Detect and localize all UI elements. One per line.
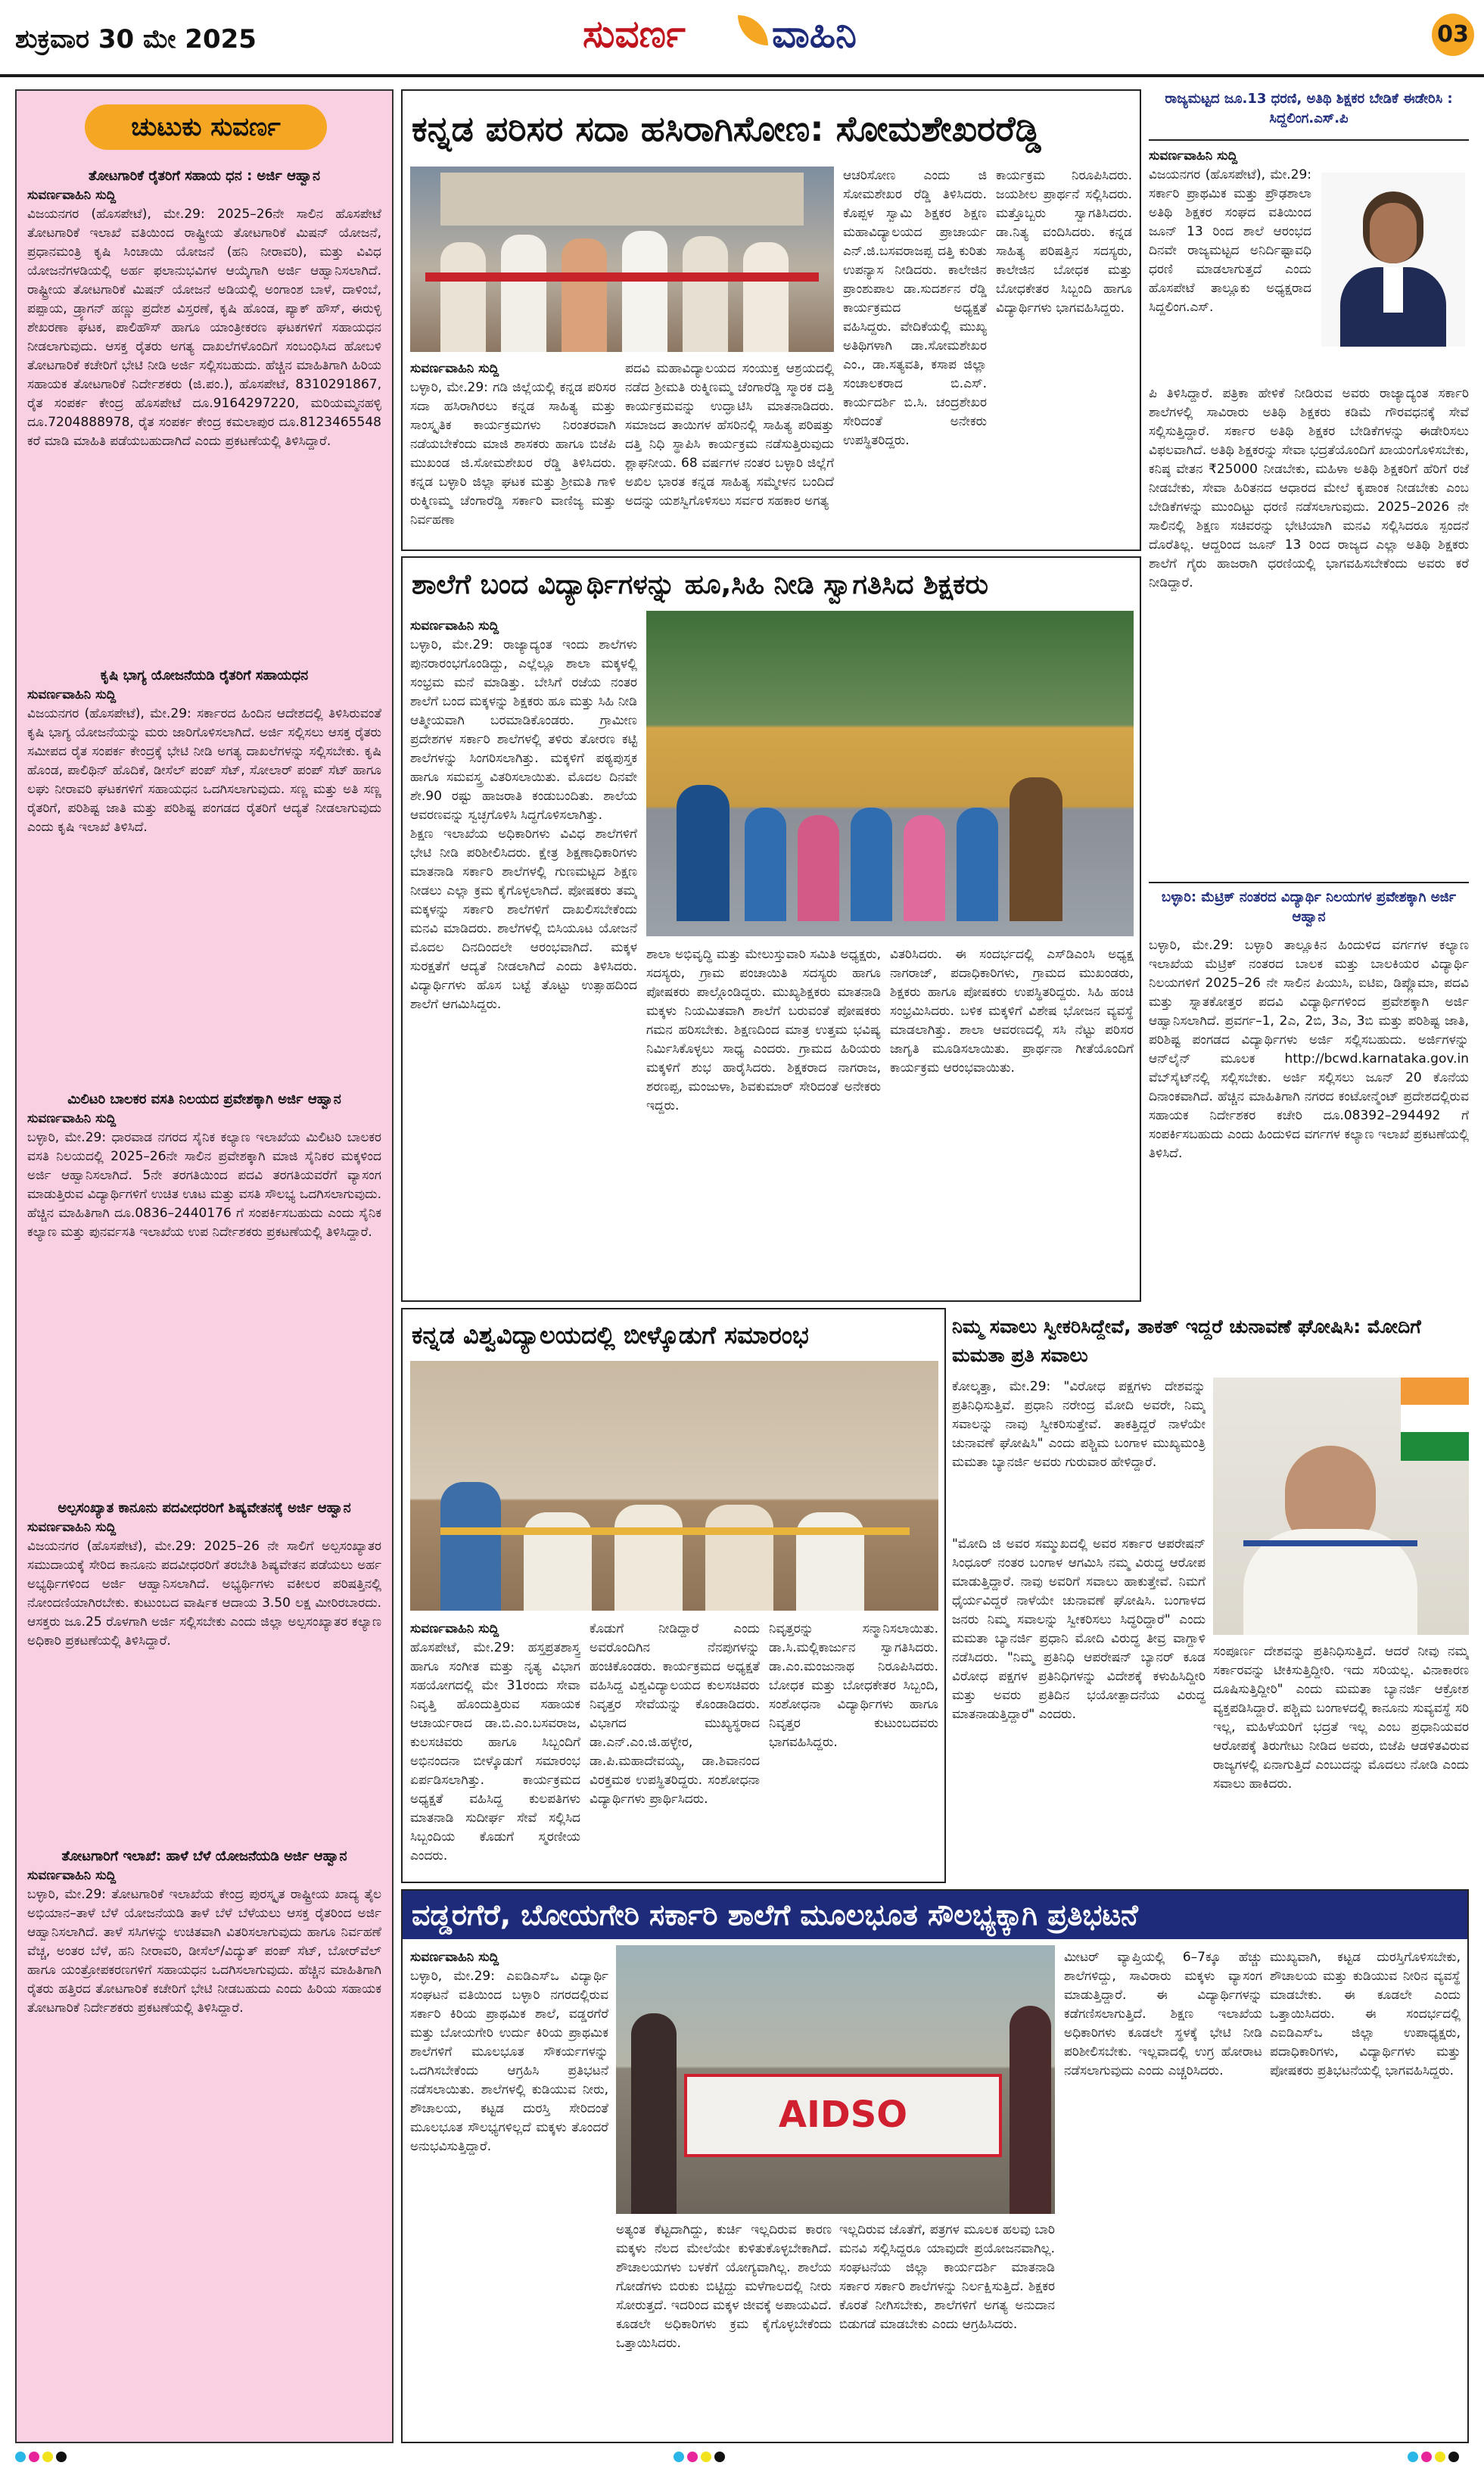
masthead-date: ಶುಕ್ರವಾರ 30 ಮೇ 2025 — [15, 24, 257, 54]
gt-body-2: ಪಿ ತಿಳಿಸಿದ್ದಾರೆ. ಪತ್ರಿಕಾ ಹೇಳಿಕೆ ನೀಡಿರುವ ಅವರು ರಾಜ್ಯಾದ್ಯಂತ ಸರ್ಕಾರಿ ಶಾಲೆಗಳಲ್ಲಿ ಸಾವಿರಾರು ಅತಿಥಿ ಶಿಕ್ಷಕರು ಕಡಿಮೆ ಗೌರವಧನಕ್ಕೆ ಸೇವೆ ಸಲ್ಲಿಸುತ್ತಿದ್ದಾರೆ. ಸರ್ಕಾರ ಅತಿಥಿ ಶಿಕ್ಷಕರ ಬೇಡಿಕೆಗಳನ್ನು ಈಡೇರಿಸಲು ವಿಫಲವಾಗಿದೆ. ಅತಿಥಿ ಶಿಕ್ಷಕರನ್ನು ಸೇವಾ ಭದ್ರತೆಯೊಂದಿಗೆ ಖಾಯಂಗೊಳಿಸಬೇಕು, ಕನಿಷ್ಠ ವೇತನ ₹25000 ನೀಡಬೇಕು, ಮಹಿಳಾ ಅತಿಥಿ ಶಿಕ್ಷಕರಿಗೆ ಹೆರಿಗೆ ರಜೆ ನೀಡಬೇಕು, ಸೇವಾ ಹಿರಿತನದ ಆಧಾರದ ಮೇಲೆ ಕೃಪಾಂಕ ನೀಡಬೇಕು ಎಂಬ ಬೇಡಿಕೆಗಳನ್ನು ಮುಂದಿಟ್ಟು ಧರಣಿ ನಡೆಸಲಾಗುವುದು. 2025–2026 ನೇ ಸಾಲಿನಲ್ಲಿ ಶಿಕ್ಷಣ ಸಚಿವರನ್ನು ಭೇಟಿಯಾಗಿ ಮನವಿ ಸಲ್ಲಿಸಿದರೂ ಸ್ಪಂದನೆ ದೊರೆತಿಲ್ಲ. ಆದ್ದರಿಂದ ಜೂನ್ 13 ರಿಂದ ರಾಜ್ಯದ ಎಲ್ಲಾ ಅತಿಥಿ ಶಿಕ್ಷಕರು ಶಾಲೆಗೆ ಗೈರು ಹಾಜರಾಗಿ ಧರಣಿಯಲ್ಲಿ ಭಾಗವಹಿಸಬೇಕೆಂದು ಅವರು ಕರೆ ನೀಡಿದ್ದಾರೆ. — [1149, 386, 1469, 590]
gt-divider — [1149, 139, 1469, 141]
protest-col-1 — [410, 1948, 608, 2436]
person-group — [425, 219, 819, 352]
sidebar-title: ಚುಟುಕು ಸುವರ್ಣ — [131, 112, 281, 142]
protest-col-4: ಮೀಟರ್ ವ್ಯಾಪ್ತಿಯಲ್ಲಿ 6–7ಕ್ಕೂ ಹೆಚ್ಚು ಶಾಲೆಗಳಿದ್ದು, ಸಾವಿರಾರು ಮಕ್ಕಳು ವ್ಯಾಸಂಗ ಮಾಡುತ್ತಿದ್ದಾರೆ. ಈ ವಿದ್ಯಾರ್ಥಿಗಳನ್ನು ಕಡೆಗಣಿಸಲಾಗುತ್ತಿದೆ. ಶಿಕ್ಷಣ ಇಲಾಖೆಯ ಅಧಿಕಾರಿಗಳು ಕೂಡಲೇ ಸ್ಥಳಕ್ಕೆ ಭೇಟಿ ನೀಡಿ ಪರಿಶೀಲಿಸಬೇಕು. ಇಲ್ಲವಾದಲ್ಲಿ ಉಗ್ರ ಹೋರಾಟ ನಡೆಸಲಾಗುವುದು ಎಂದು ಎಚ್ಚರಿಸಿದರು. — [1064, 1950, 1262, 2078]
sidebar-item-body: ವಿಜಯನಗರ (ಹೊಸಪೇಟೆ), ಮೇ.29: ಸರ್ಕಾರದ ಹಿಂದಿನ ಆದೇಶದಲ್ಲಿ ತಿಳಿಸಿರುವಂತೆ ಕೃಷಿ ಭಾಗ್ಯ ಯೋಜನೆಯನ್ನು ಮರು ಜಾರಿಗೊಳಿಸಲಾಗಿದೆ. ಅರ್ಜಿ ಸಲ್ಲಿಸಲು ಆಸಕ್ತ ರೈತರು ಸಮೀಪದ ರೈತ ಸಂಪರ್ಕ ಕೇಂದ್ರಕ್ಕೆ ಭೇಟಿ ನೀಡಿ ಅಗತ್ಯ ದಾಖಲೆಗಳನ್ನು ಸಲ್ಲಿಸಬೇಕು. ಕೃಷಿ ಹೊಂಡ, ಪಾಲಿಥಿನ್ ಹೊದಿಕೆ, ಡೀಸೆಲ್ ಪಂಪ್ ಸೆಟ್, ಸೋಲಾರ್ ಪಂಪ್ ಸೆಟ್ ಹಾಗೂ ಲಘು ನೀರಾವರಿ ಘಟಕಗಳಿಗೆ ಸಹಾಯಧನ ಒದಗಿಸಲಾಗುವುದು. ಸಣ್ಣ ಮತ್ತು ಅತಿ ಸಣ್ಣ ರೈತರಿಗೆ, ಪರಿಶಿಷ್ಟ ಜಾತಿ ಮತ್ತು ಪರಿಶಿಷ್ಟ ಪಂಗಡದ ರೈತರಿಗೆ ಆದ್ಯತೆ ನೀಡಲಾಗುವುದು ಎಂದು ಕೃಷಿ ಇಲಾಖೆ ತಿಳಿಸಿದೆ. — [27, 706, 381, 835]
lead-col-3: ಆಚರಿಸೋಣ ಎಂದು ಜಿ ಸೋಮಶೇಖರ ರೆಡ್ಡಿ ತಿಳಿಸಿದರು. ಕೊಪ್ಪಳ ಸ್ವಾಮಿ ಶಿಕ್ಷಕರ ಶಿಕ್ಷಣ ಮಹಾವಿದ್ಯಾಲಯದ ಪ್ರಾಚಾರ್ಯ ಎನ್.ಜಿ.ಬಸವರಾಜಪ್ಪ ದತ್ತಿ ಕುರಿತು ಉಪನ್ಯಾಸ ನೀಡಿದರು. ಕಾಲೇಜಿನ ಪ್ರಾಂಶುಪಾಲ ಡಾ.ಸುದರ್ಶನ ರೆಡ್ಡಿ ಕಾರ್ಯಕ್ರಮದ ಅಧ್ಯಕ್ಷತೆ ವಹಿಸಿದ್ದರು. ವೇದಿಕೆಯಲ್ಲಿ ಮುಖ್ಯ ಅತಿಥಿಗಳಾಗಿ ಡಾ.ಸೋಮಶೇಖರ ಎಂ., ಡಾ.ಸತ್ಯವತಿ, ಕಸಾಪ ಜಿಲ್ಲಾ ಸಂಚಾಲಕರಾದ ಬಿ.ಎಸ್. ಕಾರ್ಯದರ್ಶಿ ಬಿ.ಸಿ. ಚಂದ್ರಶೇಖರ ಸೇರಿದಂತೆ ಅನೇಕರು ಉಪಸ್ಥಿತರಿದ್ದರು. — [843, 168, 987, 448]
lead-col-2: ಪದವಿ ಮಹಾವಿದ್ಯಾಲಯದ ಸಂಯುಕ್ತ ಆಶ್ರಯದಲ್ಲಿ ನಡೆದ ಶ್ರೀಮತಿ ರುಕ್ಮಿಣಮ್ಮ ಚೆಂಗಾರೆಡ್ಡಿ ಸ್ಮಾರಕ ದತ್ತಿ ಕಾರ್ಯಕ್ರಮವನ್ನು ಉದ್ಘಾಟಿಸಿ ಮಾತನಾಡಿದರು. ಸಮಾಜದ ತಾಯಿಗಳ ಹೆಸರಿನಲ್ಲಿ ಸಾಹಿತ್ಯ ಪರಿಷತ್ತು ದತ್ತಿ ನಿಧಿ ಸ್ಥಾಪಿಸಿ ಕಾರ್ಯಕ್ರಮ ನಡೆಸುತ್ತಿರುವುದು ಶ್ಲಾಘನೀಯ. 68 ವರ್ಷಗಳ ನಂತರ ಬಳ್ಳಾರಿ ಜಿಲ್ಲೆಗೆ ಅಖಿಲ ಭಾರತ ಕನ್ನಡ ಸಾಹಿತ್ಯ ಸಮ್ಮೇಳನ ಬಂದಿದೆ ಅದನ್ನು ಯಶಸ್ವಿಗೊಳಿಸಲು ಸರ್ವರ ಸಹಕಾರ ಅಗತ್ಯ — [625, 361, 834, 509]
lead-col-1-text: ಬಳ್ಳಾರಿ, ಮೇ.29: ಗಡಿ ಜಿಲ್ಲೆಯಲ್ಲಿ ಕನ್ನಡ ಪರಿಸರ ಸದಾ ಹಸಿರಾಗಿರಲು ಕನ್ನಡ ಸಾಹಿತ್ಯ ಮತ್ತು ಸಾಂಸ್ಕೃತಿಕ ಕಾರ್ಯಕ್ರಮಗಳು ನಿರಂತರವಾಗಿ ನಡೆಯಬೇಕೆಂದು ಮಾಜಿ ಶಾಸಕರು ಹಾಗೂ ಬಿಜೆಪಿ ಮುಖಂಡ ಜಿ.ಸೋಮಶೇಖರ ರೆಡ್ಡಿ ತಿಳಿಸಿದರು. ಕನ್ನಡ ಬಳ್ಳಾರಿ ಜಿಲ್ಲಾ ಘಟಕ ಮತ್ತು ಶ್ರೀಮತಿ ಗಾಳಿ ರುಕ್ಮಿಣಮ್ಮ ಚೆಂಗಾರೆಡ್ಡಿ ಸರ್ಕಾರಿ ವಾಣಿಜ್ಯ ಮತ್ತು ನಿರ್ವಹಣಾ — [410, 380, 616, 528]
protest-col-2: ಅತ್ಯಂತ ಕೆಟ್ಟದಾಗಿದ್ದು, ಕುರ್ಚಿ ಇಲ್ಲದಿರುವ ಕಾರಣ ಮಕ್ಕಳು ನೆಲದ ಮೇಲೆಯೇ ಕುಳಿತುಕೊಳ್ಳಬೇಕಾಗಿದೆ. ಶೌಚಾಲಯಗಳು ಬಳಕೆಗೆ ಯೋಗ್ಯವಾಗಿಲ್ಲ. ಶಾಲೆಯ ಗೋಡೆಗಳು ಬಿರುಕು ಬಿಟ್ಟಿದ್ದು ಮಳೆಗಾಲದಲ್ಲಿ ನೀರು ಸೋರುತ್ತದೆ. ಇದರಿಂದ ಮಕ್ಕಳ ಜೀವಕ್ಕೆ ಅಪಾಯವಿದೆ. ಕೂಡಲೇ ಅಧಿಕಾರಿಗಳು ಕ್ರಮ ಕೈಗೊಳ್ಳಬೇಕೆಂದು ಒತ್ತಾಯಿಸಿದರು. — [616, 2222, 832, 2351]
sidebar-item-byline: ಸುವರ್ಣವಾಹಿನಿ ಸುದ್ದಿ — [27, 1520, 117, 1535]
mamata-photo — [1213, 1378, 1469, 1635]
registration-marks-left — [15, 2451, 70, 2465]
university-headline: ಕನ್ನಡ ವಿಶ್ವವಿದ್ಯಾಲಯದಲ್ಲಿ ಬೀಳ್ಕೊಡುಗೆ ಸಮಾರಂಭ — [412, 1321, 809, 1350]
university-byline: ಸುವರ್ಣವಾಹಿನಿ ಸುದ್ದಿ — [410, 1621, 499, 1636]
masthead — [0, 0, 1484, 77]
mamata-body-2: "ಮೋದಿ ಜಿ ಅವರ ಸಮ್ಮುಖದಲ್ಲಿ ಅವರ ಸರ್ಕಾರ ಆಪರೇಷನ್ ಸಿಂಧೂರ್ ನಂತರ ಬಂಗಾಳ ಆಗಮಿಸಿ ನಮ್ಮ ವಿರುದ್ಧ ಆರೋಪ ಮಾಡುತ್ತಿದ್ದಾರೆ. ನಾವು ಅವರಿಗೆ ಸವಾಲು ಹಾಕುತ್ತೇವೆ. ನಿಮಗೆ ಧೈರ್ಯವಿದ್ದರೆ ನಾಳೆಯೇ ಚುನಾವಣೆ ಘೋಷಿಸಿ. ಬಂಗಾಳದ ಜನರು ನಿಮ್ಮ ಸವಾಲನ್ನು ಸ್ವೀಕರಿಸಲು ಸಿದ್ಧರಿದ್ದಾರೆ" ಎಂದು ಮಮತಾ ಬ್ಯಾನರ್ಜಿ ಪ್ರಧಾನಿ ಮೋದಿ ವಿರುದ್ಧ ತೀವ್ರ ವಾಗ್ದಾಳಿ ನಡೆಸಿದರು. "ನಿಮ್ಮ ಪ್ರತಿನಿಧಿ ಆಪರೇಷನ್ ಬ್ಯಾನರ್ ಕೂಡ ವಿರೋಧ ಪಕ್ಷಗಳ ಪ್ರತಿನಿಧಿಗಳನ್ನು ವಿದೇಶಕ್ಕೆ ಕಳುಹಿಸಿದ್ದೀರಿ ಮತ್ತು ಅವರು ಪ್ರತಿದಿನ ಭಯೋತ್ಪಾದನೆಯ ವಿರುದ್ಧ ಮಾತನಾಡುತ್ತಿದ್ದಾರೆ" ಎಂದರು. — [952, 1536, 1206, 1722]
sidebar-item-title: ಅಲ್ಪಸಂಖ್ಯಾತ ಕಾನೂನು ಪದವೀಧರರಿಗೆ ಶಿಷ್ಯವೇತನಕ್ಕೆ ಅರ್ಜಿ ಆಹ್ವಾನ — [58, 1500, 351, 1516]
registration-marks-right — [1408, 2451, 1462, 2465]
protest-headline: ವಡ್ಡರಗೆರೆ, ಬೋಯಗೇರಿ ಸರ್ಕಾರಿ ಶಾಲೆಗೆ ಮೂಲಭೂತ ಸೌಲಭ್ಯಕ್ಕಾಗಿ ಪ್ರತಿಭಟನೆ — [412, 1898, 1138, 1932]
lead-photo — [410, 167, 834, 352]
lead-byline: ಸುವರ್ಣವಾಹಿನಿ ಸುದ್ದಿ — [410, 361, 499, 376]
sidebar-item-byline: ಸುವರ್ಣವಾಹಿನಿ ಸುದ್ದಿ — [27, 188, 117, 203]
sidebar-item-byline: ಸುವರ್ಣವಾಹಿನಿ ಸುದ್ದಿ — [27, 1111, 117, 1126]
sidebar-item-body: ವಿಜಯನಗರ (ಹೊಸಪೇಟೆ), ಮೇ.29: 2025–26ನೇ ಸಾಲಿನ ಹೊಸಪೇಟೆ ತೋಟಗಾರಿಕೆ ಇಲಾಖೆ ವತಿಯಿಂದ ರಾಷ್ಟ್ರೀಯ ತೋಟಗಾರಿಕೆ ಮಿಷನ್ ಯೋಜನೆ, ಪ್ರಧಾನಮಂತ್ರಿ ಕೃಷಿ ಸಿಂಚಾಯಿ ಯೋಜನೆ (ಹನಿ ನೀರಾವರಿ), ಮತ್ತು ವಿವಿಧ ಯೋಜನೆಗಳಡಿಯಲ್ಲಿ ಅರ್ಹ ಫಲಾನುಭವಿಗಳ ಆಯ್ಕೆಗಾಗಿ ಅರ್ಜಿ ಆಹ್ವಾನಿಸಲಾಗಿದೆ. ರಾಷ್ಟ್ರೀಯ ತೋಟಗಾರಿಕೆ ಮಿಷನ್ ಯೋಜನೆ ಅಡಿಯಲ್ಲಿ ಅಂಗಾಂಶ ಬಾಳೆ, ದಾಳಿಂಬೆ, ಪಪ್ಪಾಯ, ಡ್ರ್ಯಾಗನ್ ಹಣ್ಣು ಪ್ರದೇಶ ವಿಸ್ತರಣೆ, ಕೃಷಿ ಹೊಂಡ, ಪ್ಯಾಕ್ ಹೌಸ್, ಈರುಳ್ಳಿ ಶೇಖರಣಾ ಘಟಕ, ಪಾಲಿಹೌಸ್ ಹಾಗೂ ಯಾಂತ್ರೀಕರಣ ಘಟಕಗಳಿಗೆ ಸಹಾಯಧನ ನೀಡಲಾಗುವುದು. ಆಸಕ್ತ ರೈತರು ಅಗತ್ಯ ದಾಖಲೆಗಳೊಂದಿಗೆ ಸಂಬಂಧಿಸಿದ ಹೋಬಳಿ ತೋಟಗಾರಿಕೆ ಕಚೇರಿಗೆ ಭೇಟಿ ನೀಡಿ ಅರ್ಜಿ ಸಲ್ಲಿಸಬಹುದು. ಹೆಚ್ಚಿನ ಮಾಹಿತಿಗಾಗಿ ಹಿರಿಯ ಸಹಾಯಕ ತೋಟಗಾರಿಕೆ ನಿರ್ದೇಶಕರು (ಜಿ.ಪಂ.), ಹೊಸಪೇಟೆ, 8310291867, ರೈತ ಸಂಪರ್ಕ ಕೇಂದ್ರ ಹೊಸಪೇಟೆ ದೂ.9164297220, ಮರಿಯಮ್ಮನಹಳ್ಳಿ ದೂ.7204888978, ರೈತ ಸಂಪರ್ಕ ಕೇಂದ್ರ ಕಮಲಾಪುರ ದೂ.8123465548 ಕರೆ ಮಾಡಿ ಮಾಹಿತಿ ಪಡೆಯಬಹುದಾಗಿದೆ ಎಂದು ಪ್ರಕಟಣೆಯಲ್ಲಿ ತಿಳಿಸಿದ್ದಾರೆ. — [27, 207, 381, 449]
hostel-story — [1149, 882, 1469, 1302]
sidebar-column — [15, 89, 394, 2443]
hostel-kicker: ಬಳ್ಳಾರಿ: ಮೆಟ್ರಿಕ್ ನಂತರದ ವಿದ್ಯಾರ್ಥಿ ನಿಲಯಗಳ ಪ್ರವೇಶಕ್ಕಾಗಿ ಅರ್ಜಿ ಆಹ್ವಾನ — [1161, 889, 1457, 925]
sidebar-item-title: ಮಿಲಿಟರಿ ಬಾಲಕರ ವಸತಿ ನಿಲಯದ ಪ್ರವೇಶಕ್ಕಾಗಿ ಅರ್ಜಿ ಆಹ್ವಾನ — [67, 1091, 341, 1107]
seated-guests — [440, 1444, 910, 1611]
protest-col-1-text: ಬಳ್ಳಾರಿ, ಮೇ.29: ಎಐಡಿಎಸ್‌ಒ ವಿದ್ಯಾರ್ಥಿ ಸಂಘಟನೆ ವತಿಯಿಂದ ಬಳ್ಳಾರಿ ನಗರದಲ್ಲಿರುವ ಸರ್ಕಾರಿ ಕಿರಿಯ ಪ್ರಾಥಮಿಕ ಶಾಲೆ, ವಡ್ಡರಗೆರೆ ಮತ್ತು ಬೋಯಗೇರಿ ಉರ್ದು ಕಿರಿಯ ಪ್ರಾಥಮಿಕ ಶಾಲೆಗಳಿಗೆ ಮೂಲಭೂತ ಸೌಕರ್ಯಗಳನ್ನು ಒದಗಿಸಬೇಕೆಂದು ಆಗ್ರಹಿಸಿ ಪ್ರತಿಭಟನೆ ನಡೆಸಲಾಯಿತು. ಶಾಲೆಗಳಲ್ಲಿ ಕುಡಿಯುವ ನೀರು, ಶೌಚಾಲಯ, ಕಟ್ಟಡ ದುರಸ್ತಿ ಸೇರಿದಂತೆ ಮೂಲಭೂತ ಸೌಲಭ್ಯಗಳಿಲ್ಲದೆ ಮಕ್ಕಳು ತೊಂದರೆ ಅನುಭವಿಸುತ್ತಿದ್ದಾರೆ. — [410, 1969, 608, 2154]
mamata-body-3: ಸಂಪೂರ್ಣ ದೇಶವನ್ನು ಪ್ರತಿನಿಧಿಸುತ್ತಿದೆ. ಆದರೆ ನೀವು ನಮ್ಮ ಸರ್ಕಾರವನ್ನು ಟೀಕಿಸುತ್ತಿದ್ದೀರಿ. ಇದು ಸರಿಯಲ್ಲ. ವಿನಾಕಾರಣ ದೂಷಿಸುತ್ತಿದ್ದೀರಿ" ಎಂದು ಮಮತಾ ಬ್ಯಾನರ್ಜಿ ಆಕ್ರೋಶ ವ್ಯಕ್ತಪಡಿಸಿದ್ದಾರೆ. ಪಶ್ಚಿಮ ಬಂಗಾಳದಲ್ಲಿ ಕಾನೂನು ಸುವ್ಯವಸ್ಥೆ ಸರಿ ಇಲ್ಲ, ಮಹಿಳೆಯರಿಗೆ ಭದ್ರತೆ ಇಲ್ಲ ಎಂಬ ಪ್ರಧಾನಿಯವರ ಆರೋಪಕ್ಕೆ ತಿರುಗೇಟು ನೀಡಿದ ಅವರು, ಬಿಜೆಪಿ ಆಡಳಿತವಿರುವ ರಾಜ್ಯಗಳಲ್ಲಿ ಏನಾಗುತ್ತಿದೆ ಎಂಬುದನ್ನು ಮೊದಲು ನೋಡಿ ಎಂದು ಸವಾಲು ಹಾಕಿದರು. — [1213, 1644, 1469, 1792]
sidebar-item-4 — [27, 1499, 381, 1832]
gt-body-1: ವಿಜಯನಗರ (ಹೊಸಪೇಟೆ), ಮೇ.29: ಸರ್ಕಾರಿ ಪ್ರಾಥಮಿಕ ಮತ್ತು ಪ್ರೌಢಶಾಲಾ ಅತಿಥಿ ಶಿಕ್ಷಕರ ಸಂಘದ ವತಿಯಿಂದ ಜೂನ್ 13 ರಿಂದ ಶಾಲೆ ಆರಂಭದ ದಿನವೇ ರಾಜ್ಯಮಟ್ಟದ ಅನಿರ್ದಿಷ್ಟಾವಧಿ ಧರಣಿ ಮಾಡಲಾಗುತ್ತದೆ ಎಂದು ಹೊಸಪೇಟೆ ತಾಲ್ಲೂಕು ಅಧ್ಯಕ್ಷರಾದ ಸಿದ್ದಲಿಂಗ.ಎಸ್. — [1149, 167, 1311, 315]
brand-leaf-icon — [738, 15, 768, 45]
school-col-1 — [410, 617, 637, 1294]
school-headline: ಶಾಲೆಗೆ ಬಂದ ವಿದ್ಯಾರ್ಥಿಗಳನ್ನು ಹೂ,ಸಿಹಿ ನೀಡಿ ಸ್ವಾಗತಿಸಿದ ಶಿಕ್ಷಕರು — [412, 569, 988, 600]
protest-col-3: ಇಲ್ಲದಿರುವ ಜೊತೆಗೆ, ಪತ್ರಗಳ ಮೂಲಕ ಹಲವು ಬಾರಿ ಮನವಿ ಸಲ್ಲಿಸಿದ್ದರೂ ಯಾವುದೇ ಪ್ರಯೋಜನವಾಗಿಲ್ಲ. ಸಂಘಟನೆಯ ಜಿಲ್ಲಾ ಕಾರ್ಯದರ್ಶಿ ಮಾತನಾಡಿ ಸರ್ಕಾರ ಸರ್ಕಾರಿ ಶಾಲೆಗಳನ್ನು ನಿರ್ಲಕ್ಷಿಸುತ್ತಿದೆ. ಶಿಕ್ಷಕರ ಕೊರತೆ ನೀಗಿಸಬೇಕು, ಶಾಲೆಗಳಿಗೆ ಅಗತ್ಯ ಅನುದಾನ ಬಿಡುಗಡೆ ಮಾಡಬೇಕು ಎಂದು ಆಗ್ರಹಿಸಿದರು. — [839, 2222, 1055, 2332]
sidebar-item-title: ತೋಟಗಾರಿಕೆ ರೈತರಿಗೆ ಸಹಾಯ ಧನ : ಅರ್ಜಿ ಆಹ್ವಾನ — [88, 168, 321, 184]
masthead-brand — [583, 5, 908, 65]
hostel-body: ಬಳ್ಳಾರಿ, ಮೇ.29: ಬಳ್ಳಾರಿ ತಾಲ್ಲೂಕಿನ ಹಿಂದುಳಿದ ವರ್ಗಗಳ ಕಲ್ಯಾಣ ಇಲಾಖೆಯ ಮೆಟ್ರಿಕ್ ನಂತರದ ಬಾಲಕ ಮತ್ತು ಬಾಲಕಿಯರ ವಿದ್ಯಾರ್ಥಿ ನಿಲಯಗಳಿಗೆ 2025–26 ನೇ ಸಾಲಿನ ಪಿಯುಸಿ, ಐಟಿಐ, ಡಿಪ್ಲೊಮಾ, ಪದವಿ ಮತ್ತು ಸ್ನಾತಕೋತ್ತರ ಪದವಿ ವಿದ್ಯಾರ್ಥಿಗಳಿಂದ ಪ್ರವೇಶಕ್ಕಾಗಿ ಅರ್ಜಿ ಆಹ್ವಾನಿಸಲಾಗಿದೆ. ಪ್ರವರ್ಗ–1, 2ಎ, 2ಬಿ, 3ಎ, 3ಬಿ ಮತ್ತು ಪರಿಶಿಷ್ಟ ಜಾತಿ, ಪರಿಶಿಷ್ಟ ಪಂಗಡದ ವಿದ್ಯಾರ್ಥಿಗಳು ಅರ್ಜಿ ಸಲ್ಲಿಸಬಹುದು. ಅರ್ಜಿಗಳನ್ನು ಆನ್‌ಲೈನ್ ಮೂಲಕ http://bcwd.karnataka.gov.in ವೆಬ್‌ಸೈಟ್‌ನಲ್ಲಿ ಸಲ್ಲಿಸಬೇಕು. ಅರ್ಜಿ ಸಲ್ಲಿಸಲು ಜೂನ್ 20 ಕೊನೆಯ ದಿನಾಂಕವಾಗಿದೆ. ಹೆಚ್ಚಿನ ಮಾಹಿತಿಗಾಗಿ ನಗರದ ಕಂಟೋನ್ಮೆಂಟ್ ಪ್ರದೇಶದಲ್ಲಿರುವ ಸಹಾಯಕ ನಿರ್ದೇಶಕರ ಕಚೇರಿ ದೂ.08392–294492 ಗೆ ಸಂಪರ್ಕಿಸಬಹುದು ಎಂದು ಹಿಂದುಳಿದ ವರ್ಗಗಳ ಕಲ್ಯಾಣ ಇಲಾಖೆ ಪ್ರಕಟಣೆಯಲ್ಲಿ ತಿಳಿಸಿದೆ. — [1149, 938, 1469, 1161]
lead-headline: ಕನ್ನಡ ಪರಿಸರ ಸದಾ ಹಸಿರಾಗಿಸೋಣ: ಸೋಮಶೇಖರರೆಡ್ಡಿ — [412, 108, 1041, 149]
guest-teacher-story — [1149, 89, 1469, 876]
gt-col-left — [1149, 147, 1311, 381]
sidebar-item-byline: ಸುವರ್ಣವಾಹಿನಿ ಸುದ್ದಿ — [27, 1868, 117, 1883]
teacher-portrait — [1321, 173, 1465, 347]
protest-banner-text: AIDSO — [778, 2094, 908, 2136]
sidebar-item-body: ವಿಜಯನಗರ (ಹೊಸಪೇಟೆ), ಮೇ.29: 2025–26 ನೇ ಸಾಲಿಗೆ ಅಲ್ಪಸಂಖ್ಯಾತರ ಸಮುದಾಯಕ್ಕೆ ಸೇರಿದ ಕಾನೂನು ಪದವೀಧರರಿಗೆ ತರಬೇತಿ ಶಿಷ್ಯವೇತನ ಪಡೆಯಲು ಅರ್ಹ ಅಭ್ಯರ್ಥಿಗಳಿಂದ ಅರ್ಜಿ ಆಹ್ವಾನಿಸಲಾಗಿದೆ. ಅಭ್ಯರ್ಥಿಗಳು ವಕೀಲರ ಪರಿಷತ್ತಿನಲ್ಲಿ ನೋಂದಣಿಯಾಗಿರಬೇಕು. ಕುಟುಂಬದ ವಾರ್ಷಿಕ ಆದಾಯ 3.50 ಲಕ್ಷ ಮೀರಿರಬಾರದು. ಆಸಕ್ತರು ಜೂ.25 ರೊಳಗಾಗಿ ಅರ್ಜಿ ಸಲ್ಲಿಸಬೇಕು ಎಂದು ಜಿಲ್ಲಾ ಅಲ್ಪಸಂಖ್ಯಾತರ ಕಲ್ಯಾಣ ಅಧಿಕಾರಿ ಪ್ರಕಟಣೆಯಲ್ಲಿ ತಿಳಿಸಿದ್ದಾರೆ. — [27, 1539, 381, 1649]
university-story — [401, 1308, 946, 1883]
lead-col-4: ಕಾರ್ಯಕ್ರಮ ನಿರೂಪಿಸಿದರು. ಜಯಶೀಲ ಪ್ರಾರ್ಥನೆ ಸಲ್ಲಿಸಿದರು. ಮತ್ತೊಬ್ಬರು ಸ್ವಾಗತಿಸಿದರು. ಡಾ.ನಿತ್ಯ ವಂದಿಸಿದರು. ಕನ್ನಡ ಸಾಹಿತ್ಯ ಪರಿಷತ್ತಿನ ಸದಸ್ಯರು, ಕಾಲೇಜಿನ ಬೋಧಕ ಮತ್ತು ಬೋಧಕೇತರ ಸಿಬ್ಬಂದಿ ಹಾಗೂ ವಿದ್ಯಾರ್ಥಿಗಳು ಭಾಗವಹಿಸಿದ್ದರು. — [996, 168, 1132, 316]
brand-left: ಸುವರ್ಣ — [583, 12, 686, 56]
protest-byline: ಸುವರ್ಣವಾಹಿನಿ ಸುದ್ದಿ — [410, 1950, 499, 1965]
mamata-story — [952, 1308, 1469, 1883]
sidebar-item-3 — [27, 1090, 381, 1484]
student-group — [677, 755, 1100, 921]
school-byline: ಸುವರ್ಣವಾಹಿನಿ ಸುದ್ದಿ — [410, 618, 499, 634]
protest-headline-bar — [403, 1891, 1467, 1939]
university-col-1 — [410, 1620, 580, 1873]
stage-banner — [440, 173, 804, 226]
mamata-headline: ನಿಮ್ಮ ಸವಾಲು ಸ್ವೀಕರಿಸಿದ್ದೇವೆ, ತಾಕತ್ ಇದ್ದರೆ ಚುನಾವಣೆ ಘೋಷಿಸಿ: ಮೋದಿಗೆ ಮಮತಾ ಪ್ರತಿ ಸವಾಲು — [952, 1315, 1421, 1366]
protest-story — [401, 1889, 1469, 2443]
brand-right: ವಾಹಿನಿ — [772, 12, 857, 56]
sidebar-item-1 — [27, 167, 381, 651]
school-col-4: ವಿತರಿಸಿದರು. ಈ ಸಂದರ್ಭದಲ್ಲಿ ಎಸ್‌ಡಿಎಂಸಿ ಅಧ್ಯಕ್ಷ ನಾಗರಾಜ್, ಪದಾಧಿಕಾರಿಗಳು, ಗ್ರಾಮದ ಮುಖಂಡರು, ಶಿಕ್ಷಕರು ಹಾಗೂ ಪೋಷಕರು ಉಪಸ್ಥಿತರಿದ್ದರು. ಸಿಹಿ ಹಂಚಿ ಸಂಭ್ರಮಿಸಿದರು. ಬಳಿಕ ಮಕ್ಕಳಿಗೆ ವಿಶೇಷ ಭೋಜನ ವ್ಯವಸ್ಥೆ ಮಾಡಲಾಗಿತ್ತು. ಶಾಲಾ ಆವರಣದಲ್ಲಿ ಸಸಿ ನೆಟ್ಟು ಪರಿಸರ ಜಾಗೃತಿ ಮೂಡಿಸಲಾಯಿತು. ಪ್ರಾರ್ಥನಾ ಗೀತೆಯೊಂದಿಗೆ ಕಾರ್ಯಕ್ರಮ ಆರಂಭವಾಯಿತು. — [890, 947, 1134, 1076]
sidebar-item-byline: ಸುವರ್ಣವಾಹಿನಿ ಸುದ್ದಿ — [27, 687, 117, 702]
sidebar-item-2 — [27, 666, 381, 1075]
sidebar-item-title: ತೋಟಗಾರಿಗೆ ಇಲಾಖೆ: ಹಾಳೆ ಬೆಳೆ ಯೋಜನೆಯಡಿ ಅರ್ಜಿ ಆಹ್ವಾನ — [61, 1848, 347, 1864]
university-col-2: ಕೊಡುಗೆ ನೀಡಿದ್ದಾರೆ ಎಂದು ಅವರೊಂದಿಗಿನ ನೆನಪುಗಳನ್ನು ಹಂಚಿಕೊಂಡರು. ಕಾರ್ಯಕ್ರಮದ ಅಧ್ಯಕ್ಷತೆ ವಹಿಸಿದ್ದ ವಿಶ್ವವಿದ್ಯಾಲಯದ ಕುಲಸಚಿವರು ನಿವೃತ್ತರ ಸೇವೆಯನ್ನು ಕೊಂಡಾಡಿದರು. ವಿಭಾಗದ ಮುಖ್ಯಸ್ಥರಾದ ಡಾ.ಎನ್.ಎಂ.ಜಿ.ಹಳ್ಳೇರ, ಡಾ.ಪಿ.ಮಹಾದೇವಯ್ಯ, ಡಾ.ಶಿವಾನಂದ ವಿರಕ್ತಮಠ ಉಪಸ್ಥಿತರಿದ್ದರು. ಸಂಶೋಧನಾ ವಿದ್ಯಾರ್ಥಿಗಳು ಪ್ರಾರ್ಥಿಸಿದರು. — [590, 1621, 760, 1807]
lead-col-1 — [410, 360, 616, 541]
university-col-1-text: ಹೊಸಪೇಟೆ, ಮೇ.29: ಹಸ್ತಪ್ರತಶಾಸ್ತ್ರ ಹಾಗೂ ಸಂಗೀತ ಮತ್ತು ನೃತ್ಯ ವಿಭಾಗ ಸಹಯೋಗದಲ್ಲಿ ಮೇ 31ರಂದು ಸೇವಾ ನಿವೃತ್ತಿ ಹೊಂದುತ್ತಿರುವ ಸಹಾಯಕ ಆಚಾರ್ಯರಾದ ಡಾ.ಬಿ.ಎಂ.ಬಸವರಾಜ, ಕುಲಸಚಿವರು ಹಾಗೂ ಸಿಬ್ಬಂದಿಗೆ ಅಭಿನಂದನಾ ಬೀಳ್ಕೊಡುಗೆ ಸಮಾರಂಭ ಏರ್ಪಡಿಸಲಾಗಿತ್ತು. ಕಾರ್ಯಕ್ರಮದ ಅಧ್ಯಕ್ಷತೆ ವಹಿಸಿದ್ದ ಕುಲಪತಿಗಳು ಮಾತನಾಡಿ ಸುದೀರ್ಘ ಸೇವೆ ಸಲ್ಲಿಸಿದ ಸಿಬ್ಬಂದಿಯ ಕೊಡುಗೆ ಸ್ಮರಣೀಯ ಎಂದರು. — [410, 1640, 580, 1863]
registration-marks-center — [674, 2451, 728, 2465]
protest-banner — [684, 2074, 1002, 2157]
school-photo — [646, 611, 1134, 936]
school-story — [401, 556, 1141, 1302]
sidebar-item-body: ಬಳ್ಳಾರಿ, ಮೇ.29: ಧಾರವಾಡ ನಗರದ ಸೈನಿಕ ಕಲ್ಯಾಣ ಇಲಾಖೆಯ ಮಿಲಿಟರಿ ಬಾಲಕರ ವಸತಿ ನಿಲಯದಲ್ಲಿ 2025–26ನೇ ಸಾಲಿನ ಪ್ರವೇಶಕ್ಕಾಗಿ ಮಾಜಿ ಸೈನಿಕರ ಮಕ್ಕಳಿಂದ ಅರ್ಜಿ ಆಹ್ವಾನಿಸಲಾಗಿದೆ. 5ನೇ ತರಗತಿಯಿಂದ ಪದವಿ ತರಗತಿಯವರೆಗೆ ವ್ಯಾಸಂಗ ಮಾಡುತ್ತಿರುವ ವಿದ್ಯಾರ್ಥಿಗಳಿಗೆ ಉಚಿತ ಊಟ ಮತ್ತು ವಸತಿ ಸೌಲಭ್ಯ ಒದಗಿಸಲಾಗುವುದು. ಹೆಚ್ಚಿನ ಮಾಹಿತಿಗಾಗಿ ದೂ.0836–2440176 ಗೆ ಸಂಪರ್ಕಿಸಬಹುದು ಎಂದು ಸೈನಿಕ ಕಲ್ಯಾಣ ಮತ್ತು ಪುನರ್ವಸತಿ ಇಲಾಖೆಯ ಉಪ ನಿರ್ದೇಶಕರು ಪ್ರಕಟಣೆಯಲ್ಲಿ ತಿಳಿಸಿದ್ದಾರೆ. — [27, 1130, 381, 1240]
lead-story — [401, 89, 1141, 551]
sidebar-item-body: ಬಳ್ಳಾರಿ, ಮೇ.29: ತೋಟಗಾರಿಕೆ ಇಲಾಖೆಯ ಕೇಂದ್ರ ಪುರಸ್ಕೃತ ರಾಷ್ಟ್ರೀಯ ಖಾದ್ಯ ತೈಲ ಅಭಿಯಾನ–ತಾಳೆ ಬೆಳೆ ಯೋಜನೆಯಡಿ ತಾಳೆ ಬೆಳೆ ಬೆಳೆಯಲು ಆಸಕ್ತ ರೈತರಿಂದ ಅರ್ಜಿ ಆಹ್ವಾನಿಸಲಾಗಿದೆ. ತಾಳೆ ಸಸಿಗಳನ್ನು ಉಚಿತವಾಗಿ ವಿತರಿಸಲಾಗುವುದು ಹಾಗೂ ನಿರ್ವಹಣೆ ವೆಚ್ಚ, ಅಂತರ ಬೆಳೆ, ಹನಿ ನೀರಾವರಿ, ಡೀಸೆಲ್/ವಿದ್ಯುತ್ ಪಂಪ್ ಸೆಟ್, ಬೋರ್‌ವೆಲ್ ಹಾಗೂ ಯಂತ್ರೋಪಕರಣಗಳಿಗೆ ಸಹಾಯಧನ ಒದಗಿಸಲಾಗುವುದು. ಹೆಚ್ಚಿನ ಮಾಹಿತಿಗಾಗಿ ರೈತರು ಹತ್ತಿರದ ತೋಟಗಾರಿಕೆ ಕಚೇರಿಗೆ ಭೇಟಿ ನೀಡಬಹುದು ಎಂದು ಹಿರಿಯ ಸಹಾಯಕ ತೋಟಗಾರಿಕೆ ನಿರ್ದೇಶಕರು ಪ್ರಕಟಣೆಯಲ್ಲಿ ತಿಳಿಸಿದ್ದಾರೆ. — [27, 1887, 381, 2016]
sidebar-title-badge — [85, 104, 327, 150]
flag-icon — [1401, 1378, 1469, 1461]
school-col-1-text: ಬಳ್ಳಾರಿ, ಮೇ.29: ರಾಜ್ಯಾದ್ಯಂತ ಇಂದು ಶಾಲೆಗಳು ಪುನರಾರಂಭಗೊಂಡಿದ್ದು, ಎಲ್ಲೆಲ್ಲೂ ಶಾಲಾ ಮಕ್ಕಳಲ್ಲಿ ಸಂಭ್ರಮ ಮನೆ ಮಾಡಿತ್ತು. ಬೇಸಿಗೆ ರಜೆಯ ನಂತರ ಶಾಲೆಗೆ ಬಂದ ಮಕ್ಕಳನ್ನು ಶಿಕ್ಷಕರು ಹೂ ಮತ್ತು ಸಿಹಿ ನೀಡಿ ಆತ್ಮೀಯವಾಗಿ ಬರಮಾಡಿಕೊಂಡರು. ಗ್ರಾಮೀಣ ಪ್ರದೇಶಗಳ ಸರ್ಕಾರಿ ಶಾಲೆಗಳಲ್ಲಿ ತಳಿರು ತೋರಣ ಕಟ್ಟಿ ಶಾಲೆಗಳನ್ನು ಸಿಂಗರಿಸಲಾಗಿತ್ತು. ಮಕ್ಕಳಿಗೆ ಪಠ್ಯಪುಸ್ತಕ ಹಾಗೂ ಸಮವಸ್ತ್ರ ವಿತರಿಸಲಾಯಿತು. ಮೊದಲ ದಿನವೇ ಶೇ.90 ರಷ್ಟು ಹಾಜರಾತಿ ಕಂಡುಬಂದಿತು. ಶಾಲೆಯ ಆವರಣವನ್ನು ಸ್ವಚ್ಛಗೊಳಿಸಿ ಸಿದ್ಧಗೊಳಿಸಲಾಗಿತ್ತು. — [410, 637, 637, 823]
guest-teacher-kicker: ರಾಜ್ಯಮಟ್ಟದ ಜೂ.13 ಧರಣಿ, ಅತಿಥಿ ಶಿಕ್ಷಕರ ಬೇಡಿಕೆ ಈಡೇರಿಸಿ : ಸಿದ್ದಲಿಂಗ.ಎಸ್.ಪಿ — [1165, 91, 1453, 126]
protest-col-5: ಮುಖ್ಯವಾಗಿ, ಕಟ್ಟಡ ದುರಸ್ತಿಗೊಳಿಸಬೇಕು, ಶೌಚಾಲಯ ಮತ್ತು ಕುಡಿಯುವ ನೀರಿನ ವ್ಯವಸ್ಥೆ ಮಾಡಬೇಕು. ಈ ಕೂಡಲೇ ಎಂದು ಒತ್ತಾಯಿಸಿದರು. ಈ ಸಂದರ್ಭದಲ್ಲಿ ಎಐಡಿಎಸ್‌ಒ ಜಿಲ್ಲಾ ಉಪಾಧ್ಯಕ್ಷರು, ಪದಾಧಿಕಾರಿಗಳು, ವಿದ್ಯಾರ್ಥಿಗಳು ಮತ್ತು ಪೋಷಕರು ಪ್ರತಿಭಟನೆಯಲ್ಲಿ ಭಾಗವಹಿಸಿದ್ದರು. — [1270, 1950, 1461, 2078]
gt-byline: ಸುವರ್ಣವಾಹಿನಿ ಸುದ್ದಿ — [1149, 148, 1238, 163]
school-col-3: ಶಾಲಾ ಅಭಿವೃದ್ಧಿ ಮತ್ತು ಮೇಲುಸ್ತುವಾರಿ ಸಮಿತಿ ಅಧ್ಯಕ್ಷರು, ಸದಸ್ಯರು, ಗ್ರಾಮ ಪಂಚಾಯಿತಿ ಸದಸ್ಯರು ಹಾಗೂ ಪೋಷಕರು ಪಾಲ್ಗೊಂಡಿದ್ದರು. ಮುಖ್ಯಶಿಕ್ಷಕರು ಮಾತನಾಡಿ ಮಕ್ಕಳು ನಿಯಮಿತವಾಗಿ ಶಾಲೆಗೆ ಬರುವಂತೆ ಪೋಷಕರು ಗಮನ ಹರಿಸಬೇಕು. ಶಿಕ್ಷಣದಿಂದ ಮಾತ್ರ ಉತ್ತಮ ಭವಿಷ್ಯ ನಿರ್ಮಿಸಿಕೊಳ್ಳಲು ಸಾಧ್ಯ ಎಂದರು. ಗ್ರಾಮದ ಹಿರಿಯರು ಮಕ್ಕಳಿಗೆ ಶುಭ ಹಾರೈಸಿದರು. ಶಿಕ್ಷಕರಾದ ನಾಗರಾಜ, ಶರಣಪ್ಪ, ಮಂಜುಳಾ, ಶಿವಕುಮಾರ್ ಸೇರಿದಂತೆ ಅನೇಕರು ಇದ್ದರು. — [646, 947, 881, 1113]
university-col-3: ನಿವೃತ್ತರನ್ನು ಸನ್ಮಾನಿಸಲಾಯಿತು. ಡಾ.ಸಿ.ಮಲ್ಲಿಕಾರ್ಜುನ ಸ್ವಾಗತಿಸಿದರು. ಡಾ.ಎಂ.ಮಂಜುನಾಥ ನಿರೂಪಿಸಿದರು. ಬೋಧಕ ಮತ್ತು ಬೋಧಕೇತರ ಸಿಬ್ಬಂದಿ, ಸಂಶೋಧನಾ ವಿದ್ಯಾರ್ಥಿಗಳು ಹಾಗೂ ನಿವೃತ್ತರ ಕುಟುಂಬದವರು ಭಾಗವಹಿಸಿದ್ದರು. — [769, 1621, 938, 1750]
protest-photo — [616, 1945, 1055, 2214]
mamata-body-1: ಕೋಲ್ಕತ್ತಾ, ಮೇ.29: "ವಿರೋಧ ಪಕ್ಷಗಳು ದೇಶವನ್ನು ಪ್ರತಿನಿಧಿಸುತ್ತಿವೆ. ಪ್ರಧಾನಿ ನರೇಂದ್ರ ಮೋದಿ ಅವರೇ, ನಿಮ್ಮ ಸವಾಲನ್ನು ನಾವು ಸ್ವೀಕರಿಸುತ್ತೇವೆ. ತಾಕತ್ತಿದ್ದರೆ ನಾಳೆಯೇ ಚುನಾವಣೆ ಘೋಷಿಸಿ" ಎಂದು ಪಶ್ಚಿಮ ಬಂಗಾಳ ಮುಖ್ಯಮಂತ್ರಿ ಮಮತಾ ಬ್ಯಾನರ್ಜಿ ಅವರು ಗುರುವಾರ ಹೇಳಿದ್ದಾರೆ. — [952, 1379, 1206, 1470]
university-photo — [410, 1361, 938, 1611]
sidebar-item-title: ಕೃಷಿ ಭಾಗ್ಯ ಯೋಜನೆಯಡಿ ರೈತರಿಗೆ ಸಹಾಯಧನ — [100, 668, 309, 683]
school-col-2-text: ಶಿಕ್ಷಣ ಇಲಾಖೆಯ ಅಧಿಕಾರಿಗಳು ವಿವಿಧ ಶಾಲೆಗಳಿಗೆ ಭೇಟಿ ನೀಡಿ ಪರಿಶೀಲಿಸಿದರು. ಕ್ಷೇತ್ರ ಶಿಕ್ಷಣಾಧಿಕಾರಿಗಳು ಮಾತನಾಡಿ ಸರ್ಕಾರಿ ಶಾಲೆಗಳಲ್ಲಿ ಗುಣಮಟ್ಟದ ಶಿಕ್ಷಣ ನೀಡಲು ಎಲ್ಲಾ ಕ್ರಮ ಕೈಗೊಳ್ಳಲಾಗಿದೆ. ಪೋಷಕರು ತಮ್ಮ ಮಕ್ಕಳನ್ನು ಸರ್ಕಾರಿ ಶಾಲೆಗಳಿಗೆ ದಾಖಲಿಸಬೇಕೆಂದು ಮನವಿ ಮಾಡಿದರು. ಶಾಲೆಗಳಲ್ಲಿ ಬಿಸಿಯೂಟ ಯೋಜನೆ ಮೊದಲ ದಿನದಿಂದಲೇ ಆರಂಭವಾಗಿದೆ. ಮಕ್ಕಳ ಸುರಕ್ಷತೆಗೆ ಆದ್ಯತೆ ನೀಡಲಾಗಿದೆ ಎಂದು ತಿಳಿಸಿದರು. ವಿದ್ಯಾರ್ಥಿಗಳು ಹೊಸ ಬಟ್ಟೆ ತೊಟ್ಟು ಉತ್ಸಾಹದಿಂದ ಶಾಲೆಗೆ ಆಗಮಿಸಿದ್ದರು. — [410, 827, 637, 1012]
page-number-badge: 03 — [1432, 14, 1474, 56]
sidebar-item-5 — [27, 1847, 381, 2430]
